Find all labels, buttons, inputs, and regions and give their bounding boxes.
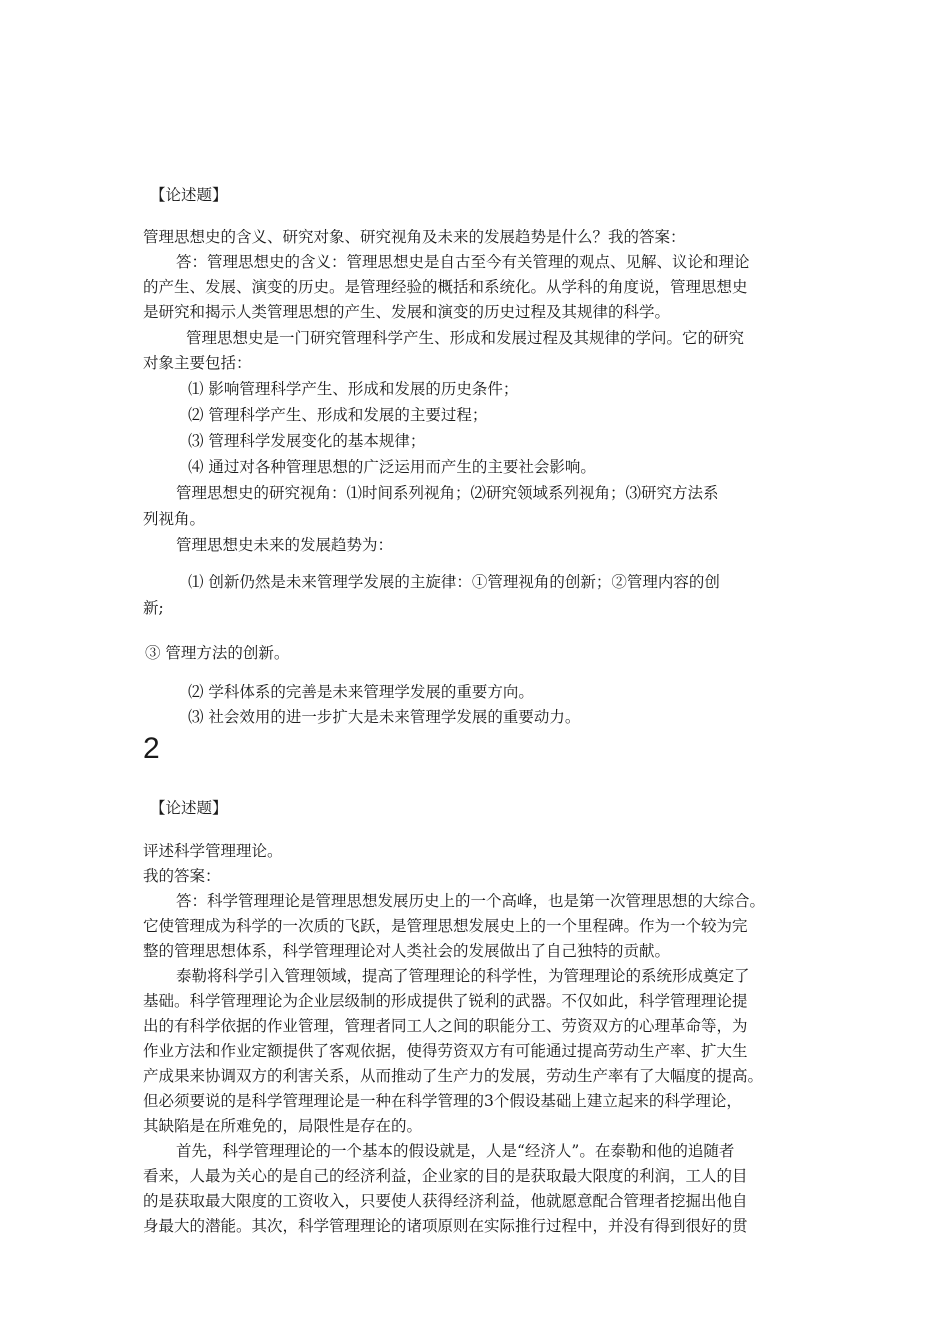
paragraph-line: 出的有科学依据的作业管理，管理者同工人之间的职能分工、劳资双方的心理革命等，为	[143, 1017, 748, 1035]
section2-heading: 【论述题】	[150, 799, 228, 817]
perspective-line: 管理思想史的研究视角：⑴时间系列视角；⑵研究领域系列视角；⑶研究方法系	[176, 484, 719, 502]
paragraph-line: 答：科学管理理论是管理思想发展历史上的一个高峰，也是第一次管理思想的大综合。	[176, 892, 766, 910]
object-line: 对象主要包括：	[143, 354, 252, 372]
section1-heading: 【论述题】	[150, 186, 228, 204]
list-item: ⑷ 通过对各种管理思想的广泛运用而产生的主要社会影响。	[188, 458, 596, 476]
perspective-line: 列视角。	[143, 510, 206, 528]
paragraph-line: 作业方法和作业定额提供了客观依据，使得劳资双方有可能通过提高劳动生产率、扩大生	[143, 1042, 748, 1060]
trend-line: ⑴ 创新仍然是未来管理学发展的主旋律：①管理视角的创新；②管理内容的创	[188, 573, 720, 591]
paragraph-line: 首先，科学管理理论的一个基本的假设就是，人是“经济人”。在泰勒和他的追随者	[176, 1142, 735, 1160]
object-line: 管理思想史是一门研究管理科学产生、形成和发展过程及其规律的学问。它的研究	[186, 329, 745, 347]
paragraph-line: 基础。科学管理理论为企业层级制的形成提供了锐利的武器。不仅如此，科学管理理论提	[143, 992, 748, 1010]
page-number: 2	[143, 732, 160, 765]
paragraph-line: 整的管理思想体系，科学管理理论对人类社会的发展做出了自己独特的贡献。	[143, 942, 671, 960]
answer-line: 的产生、发展、演变的历史。是管理经验的概括和系统化。从学科的角度说，管理思想史	[143, 278, 748, 296]
list-item: ⑶ 管理科学发展变化的基本规律；	[188, 432, 426, 450]
paragraph-line: 但必须要说的是科学管理理论是一种在科学管理的3个假设基础上建立起来的科学理论，	[143, 1092, 742, 1110]
paragraph-line: 产成果来协调双方的利害关系，从而推动了生产力的发展，劳动生产率有了大幅度的提高。	[143, 1067, 764, 1085]
section1-question: 管理思想史的含义、研究对象、研究视角及未来的发展趋势是什么？我的答案：	[143, 228, 686, 246]
trend-subitem: ③ 管理方法的创新。	[145, 644, 290, 662]
list-item: ⑶ 社会效用的进一步扩大是未来管理学发展的重要动力。	[188, 708, 581, 726]
answer-line: 是研究和揭示人类管理思想的产生、发展和演变的历史过程及其规律的科学。	[143, 303, 671, 321]
section2-question: 评述科学管理理论。	[143, 842, 283, 860]
answer-line: 答：管理思想史的含义：管理思想史是自古至今有关管理的观点、见解、议论和理论	[176, 253, 750, 271]
list-item: ⑴ 影响管理科学产生、形成和发展的历史条件；	[188, 380, 519, 398]
paragraph-line: 的是获取最大限度的工资收入，只要使人获得经济利益，他就愿意配合管理者挖掘出他自	[143, 1192, 748, 1210]
paragraph-line: 它使管理成为科学的一次质的飞跃，是管理思想发展史上的一个里程碑。作为一个较为完	[143, 917, 748, 935]
paragraph-line: 看来，人最为关心的是自己的经济利益，企业家的目的是获取最大限度的利润，工人的目	[143, 1167, 748, 1185]
answer-label: 我的答案：	[143, 867, 221, 885]
paragraph-line: 其缺陷是在所难免的，局限性是存在的。	[143, 1117, 423, 1135]
paragraph-line: 身最大的潜能。其次，科学管理理论的诸项原则在实际推行过程中，并没有得到很好的贯	[143, 1217, 748, 1235]
list-item: ⑵ 学科体系的完善是未来管理学发展的重要方向。	[188, 683, 534, 701]
list-item: ⑵ 管理科学产生、形成和发展的主要过程；	[188, 406, 488, 424]
trend-intro: 管理思想史未来的发展趋势为：	[176, 536, 394, 554]
trend-line: 新;	[143, 599, 164, 617]
paragraph-line: 泰勒将科学引入管理领域，提高了管理理论的科学性，为管理理论的系统形成奠定了	[176, 967, 750, 985]
